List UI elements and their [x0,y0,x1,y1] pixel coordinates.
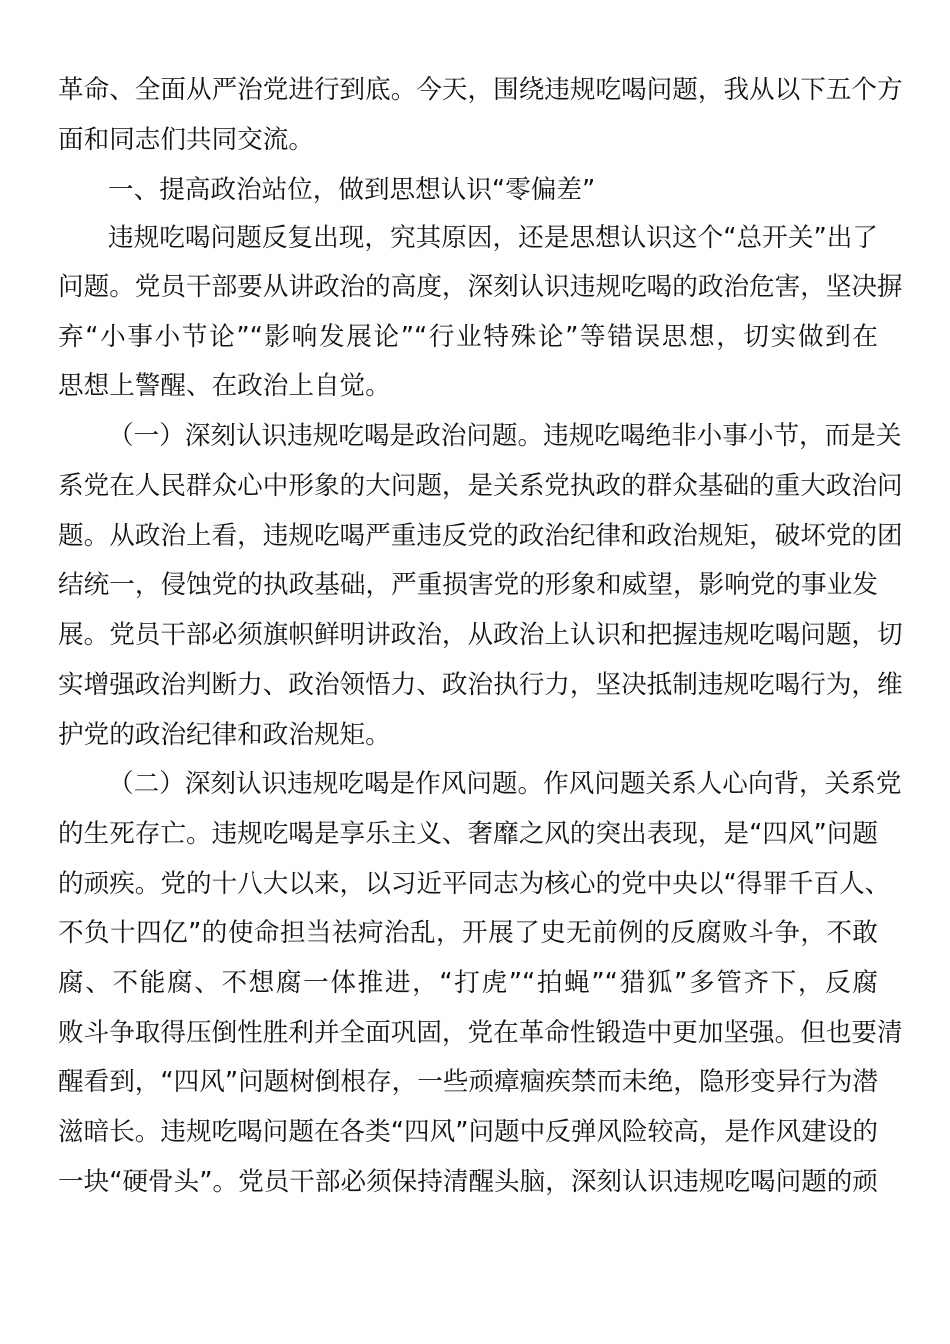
text-line: 滋暗长。违规吃喝问题在各类“四风”问题中反弹风险较高，是作风建设的 [58,1117,878,1147]
text-line: 系党在人民群众心中形象的大问题，是关系党执政的群众基础的重大政治问 [58,471,903,501]
text-line: 一块“硬骨头”。党员干部必须保持清醒头脑，深刻认识违规吃喝问题的顽 [58,1167,878,1197]
text-line: 面和同志们共同交流。 [58,125,314,155]
text-line: 的生死存亡。违规吃喝是享乐主义、奢靡之风的突出表现，是“四风”问题 [58,819,878,849]
text-line: 题。从政治上看，违规吃喝严重违反党的政治纪律和政治规矩，破坏党的团 [58,521,903,551]
text-line: 腐、不能腐、不想腐一体推进，“打虎”“拍蝇”“猎狐”多管齐下，反腐 [58,968,878,998]
text-line: 展。党员干部必须旗帜鲜明讲政治，从政治上认识和把握违规吃喝问题，切 [58,620,903,650]
text-line: 问题。党员干部要从讲政治的高度，深刻认识违规吃喝的政治危害，坚决摒 [58,272,903,302]
text-line: 思想上警醒、在政治上自觉。 [58,371,391,401]
text-line: 违规吃喝问题反复出现，究其原因，还是思想认识这个“总开关”出了 [108,223,878,253]
text-line: 护党的政治纪律和政治规矩。 [58,720,391,750]
subsection-line: （二）深刻认识违规吃喝是作风问题。作风问题关系人心向背，关系党 [108,769,902,799]
text-line: 结统一，侵蚀党的执政基础，严重损害党的形象和威望，影响党的事业发 [58,570,878,600]
text-line: 革命、全面从严治党进行到底。今天，围绕违规吃喝问题，我从以下五个方 [58,75,903,105]
text-line: 弃“小事小节论”“影响发展论”“行业特殊论”等错误思想，切实做到在 [58,322,878,352]
text-line: 醒看到，“四风”问题树倒根存，一些顽瘴痼疾禁而未绝，隐形变异行为潜 [58,1067,878,1097]
text-line: 的顽疾。党的十八大以来，以习近平同志为核心的党中央以“得罪千百人、 [58,869,891,899]
text-line: 不负十四亿”的使命担当祛疴治乱，开展了史无前例的反腐败斗争，不敢 [58,918,878,948]
text-line: 实增强政治判断力、政治领悟力、政治执行力，坚决抵制违规吃喝行为，维 [58,670,903,700]
text-line: 败斗争取得压倒性胜利并全面巩固，党在革命性锻造中更加坚强。但也要清 [58,1018,903,1048]
section-heading: 一、提高政治站位，做到思想认识“零偏差” [108,175,596,205]
subsection-line: （一）深刻认识违规吃喝是政治问题。违规吃喝绝非小事小节，而是关 [108,421,902,451]
